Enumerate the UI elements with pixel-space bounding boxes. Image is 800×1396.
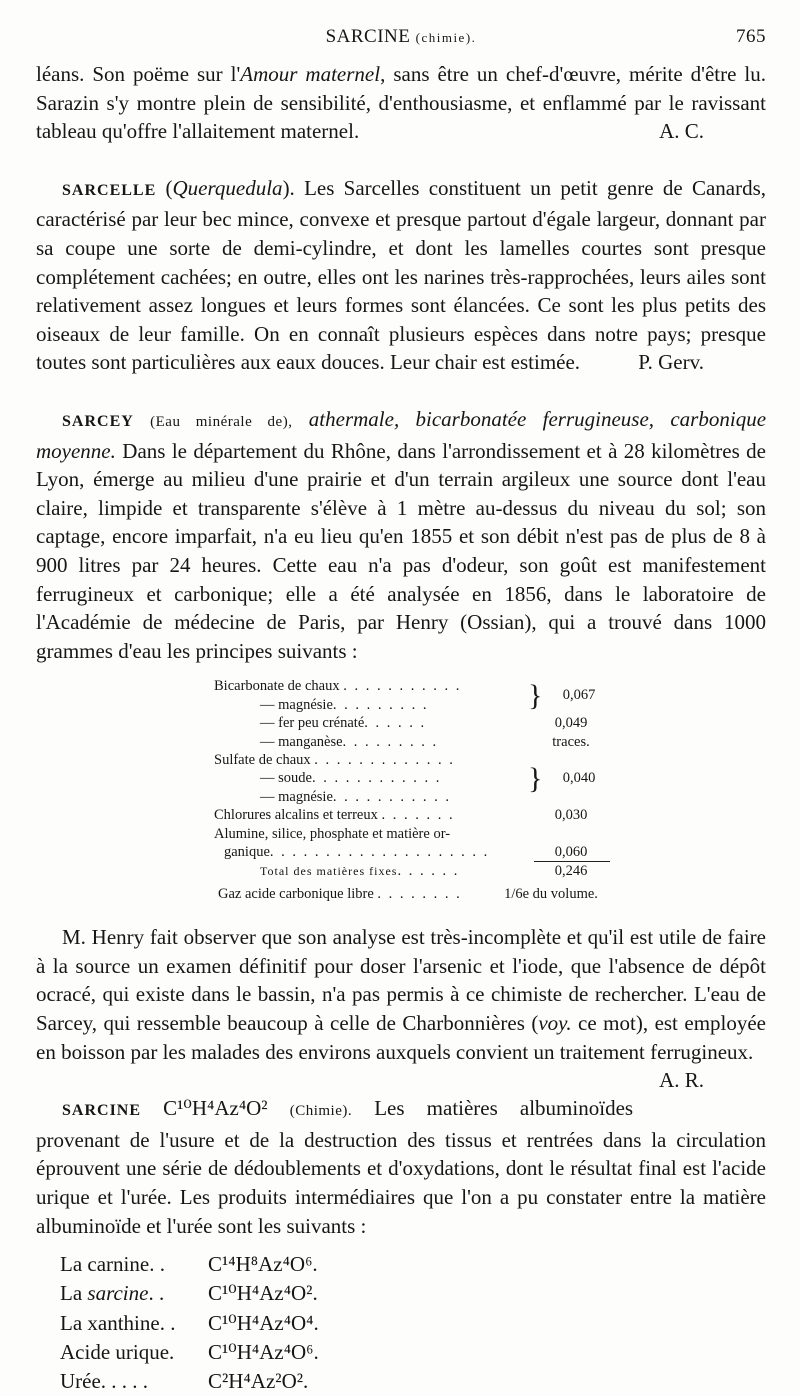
punctuation: (: [165, 175, 173, 200]
analysis-label: Sulfate de chaux . . . . . . . . . . . . .: [214, 751, 455, 768]
compound-name: Acide urique.: [60, 1339, 175, 1364]
list-item: [36, 1367, 766, 1396]
paragraph-henry: [36, 923, 767, 1093]
analysis-label: — fer peu crénaté: [260, 715, 365, 732]
entry-text: Les matières albuminoïdes provenant de l'usure et de la destruction des tissus et rentrées dans la circulation éprouvent une série de dédoublements et d'oxydations, dont le résultat final est l'acide urique et l'urée. Les produits intermédiaires que l'on a pu constater entre la matière albuminoïde et l'urée sont les suivants :: [36, 1096, 766, 1238]
analysis-label: ganique: [224, 843, 270, 860]
work-title: Amour maternel: [240, 62, 381, 86]
analysis-value: traces.: [552, 733, 590, 750]
entry-qualifier: (Eau minérale de),: [150, 413, 293, 430]
analysis-value: 0,049: [554, 715, 588, 732]
analysis-value: 0,246: [554, 863, 588, 880]
analysis-label: — manganèse: [260, 733, 343, 750]
compound-formula: C²H⁴Az²O².: [208, 1368, 309, 1393]
page-body: [36, 60, 766, 1396]
entry-qualifier: (Chimie).: [289, 1103, 353, 1120]
list-item: [36, 1309, 766, 1338]
analysis-row: ganique. . . . . . . . . . . . . . . . . . . . 0,060: [214, 843, 610, 861]
author-signature: A. C.: [659, 119, 704, 144]
analysis-row: Gaz acide carbonique libre . . . . . . . . 1/6e du volume.: [214, 885, 610, 903]
brace-icon: }: [528, 678, 543, 712]
analysis-group-bicarbonate: [214, 677, 610, 714]
analysis-group-sulfate: [214, 751, 610, 806]
brace-icon: }: [528, 761, 543, 795]
analysis-table: [214, 677, 610, 903]
running-title-qualifier: (chimie).: [415, 30, 477, 45]
chemical-formula: C¹⁰H⁴Az⁴O²: [163, 1096, 268, 1121]
analysis-label: — magnésie. . . . . . . . . . .: [260, 788, 452, 805]
entry-description: athermale, bicarbonatée ferrugineuse, carbonique moyenne.: [36, 406, 767, 463]
entry-headword: SARCINE: [62, 1102, 142, 1120]
author-signature: A. R.: [659, 1068, 704, 1093]
punctuation: ).: [282, 175, 295, 200]
analysis-value: 1/6e du volume.: [504, 885, 598, 902]
analysis-label: Alumine, silice, phosphate et matière or-: [214, 825, 451, 842]
analysis-label: Bicarbonate de chaux . . . . . . . . . . .: [214, 678, 462, 695]
entry-headword: SARCELLE: [62, 181, 157, 199]
running-head: [36, 26, 766, 52]
compound-name: La carnine. .: [60, 1252, 165, 1277]
analysis-value: 0,067: [562, 687, 596, 704]
entry-sarcelle: [36, 174, 766, 377]
list-item: [36, 1250, 766, 1279]
analysis-value: 0,040: [562, 770, 596, 787]
cross-reference: voy.: [538, 1010, 572, 1035]
analysis-value: 0,060: [554, 843, 588, 860]
analysis-value: 0,030: [554, 807, 588, 824]
compound-formula: C¹⁰H⁴Az⁴O⁶.: [208, 1339, 319, 1364]
analysis-row: [214, 825, 610, 843]
entry-sarcine: [36, 1094, 766, 1240]
entry-text: Dans le département du Rhône, dans l'arrondissement et à 28 kilomètres de Lyon, émerge au milieu d'une prairie et d'un terrain argileux une source dont l'eau claire, limpide et transparente s'élève à 1 mètre au-dessus du niveau du sol; son captage, encore imparfait, n'a eu lieu qu'en 1855 et son débit n'est pas de plus de 8 à 900 litres par 24 heures. Cette eau n'a pas d'odeur, son goût est manifestement ferrugineux et carbonique; elle a été analysée en 1856, dans le laboratoire de l'Académie de médecine de Paris, par Henry (Ossian), qui a trouvé dans 1000 grammes d'eau les principes suivants :: [36, 438, 766, 663]
analysis-row: Chlorures alcalins et terreux . . . . . . . 0,030: [214, 806, 610, 824]
compound-formula: C¹⁰H⁴Az⁴O⁴.: [208, 1310, 319, 1335]
running-title-word: SARCINE: [325, 26, 411, 47]
paragraph-text: ce mot), est employée en boisson par les malades des environs auxquels convient un traitement ferrugineux.: [36, 1010, 767, 1064]
running-title: [36, 26, 766, 48]
analysis-label: Gaz acide carbonique libre: [218, 885, 374, 902]
compound-name: La sarcine. .: [60, 1281, 165, 1306]
compound-list: [36, 1250, 766, 1396]
compound-formula: C¹⁴H⁸Az⁴O⁶.: [208, 1252, 318, 1277]
paragraph-text: , sans être un chef-d'œuvre, mérite d'être lu. Sarazin s'y montre plein de sensibilité, d'enthousiasme, et enflammé par le ravissant tableau qu'offre l'allaitement maternel.: [36, 62, 766, 144]
analysis-total-row: Total des matières fixes. . . . . . 0,246: [214, 862, 610, 880]
analysis-label: — magnésie. . . . . . . . .: [260, 696, 429, 713]
entry-text: Les Sarcelles constituent un petit genre de Canards, caractérisé par leur bec mince, convexe et presque partout d'égale largeur, donnant par sa coupe une sorte de demi-cylindre, et dont les lamelles courtes sont presque complétement cachées; en outre, elles ont les narines très-rapprochées, leurs ailes sont relativement assez longues et leurs formes sont élancées. Ce sont les plus petits des oiseaux de leur famille. On en connaît plusieurs espèces dans notre pays; presque toutes sont particulières aux eaux douces. Leur chair est estimée.: [36, 175, 767, 375]
paragraph-text: léans. Son poëme sur l': [36, 62, 241, 86]
analysis-row: — manganèse. . . . . . . . . traces.: [214, 733, 610, 751]
author-signature: P. Gerv.: [638, 350, 704, 375]
analysis-label: — soude. . . . . . . . . . . .: [260, 770, 442, 787]
paragraph-text: M. Henry fait observer que son analyse est très-incomplète et qu'il est utile de faire à la source un examen définitif pour doser l'arsenic et l'iode, que l'absence de dépôt ocracé, qui existe dans le bassin, n'a pas permis à ce chimiste de rechercher. L'eau de Sarcey, qui ressemble beaucoup à celle de Charbonnières (: [36, 925, 766, 1035]
entry-sarcey: [36, 405, 766, 665]
compound-name: La xanthine. .: [60, 1310, 176, 1335]
latin-name: Querquedula: [172, 175, 283, 200]
analysis-row: — fer peu crénaté. . . . . . 0,049: [214, 714, 610, 732]
paragraph-continuation: [36, 60, 766, 146]
page-number: 765: [736, 26, 766, 47]
list-item: [36, 1279, 766, 1308]
compound-formula: C¹⁰H⁴Az⁴O².: [208, 1281, 318, 1306]
analysis-label: Total des matières fixes: [260, 864, 398, 879]
analysis-label: Chlorures alcalins et terreux: [214, 807, 378, 824]
compound-name: Urée. . . . .: [60, 1368, 149, 1393]
list-item: [36, 1338, 766, 1367]
entry-headword: SARCEY: [62, 412, 134, 430]
